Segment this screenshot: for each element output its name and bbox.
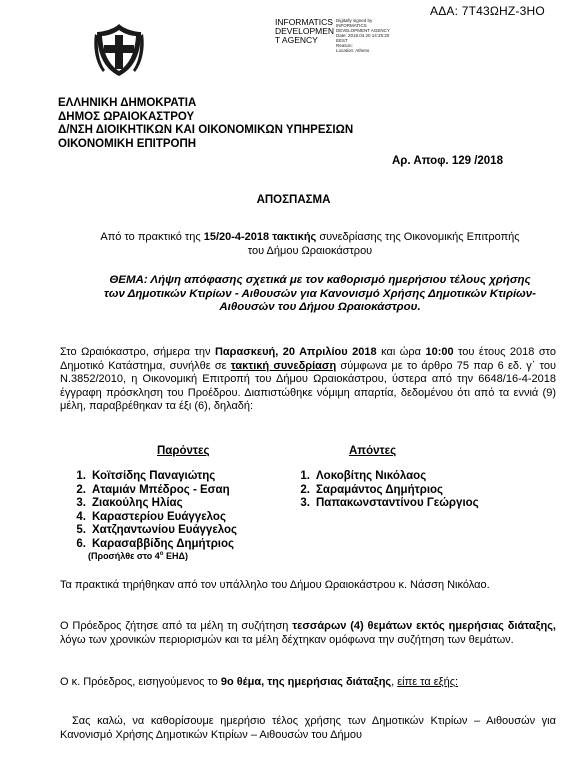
chairman-paragraph — [60, 676, 556, 690]
absent-heading: Απόντες — [349, 445, 397, 457]
agenda-paragraph — [60, 620, 556, 647]
item-number: 2. — [300, 483, 310, 496]
present-heading: Παρόντες — [157, 445, 210, 457]
member-name: Καρασαββίδης Δημήτριος — [92, 537, 235, 550]
item-number: 5. — [76, 524, 86, 536]
note-text-end: ΕΗΔ) — [163, 551, 188, 561]
meeting-day: Παρασκευή, 20 Απριλίου 2018 — [214, 346, 377, 358]
minutes-keeper-paragraph: Τα πρακτικά τηρήθηκαν από τον υπάλληλο του Δήμου Ωραιοκάστρου κ. Νάσση Νικόλαο. — [60, 579, 490, 591]
present-members-list — [66, 470, 237, 551]
item-number: 3. — [76, 497, 86, 509]
regular-session: τακτική συνεδρίαση — [230, 359, 337, 372]
list-item — [290, 470, 479, 484]
meeting-paragraph — [60, 346, 556, 414]
note-superscript: ο — [159, 551, 164, 557]
item-number: 1. — [300, 470, 310, 482]
arrival-note — [88, 551, 188, 561]
header-country: ΕΛΛΗΝΙΚΗ ΔΗΜΟΚΡΑΤΙΑ — [58, 97, 197, 109]
text-run: Στο Ωραιόκαστρο, σήμερα την — [60, 346, 215, 358]
meeting-type: τακτικής — [272, 231, 317, 243]
item-number: 3. — [300, 497, 310, 509]
meeting-date: 15/20-4-2018 — [203, 231, 270, 243]
meeting-time: 10:00 — [425, 346, 454, 358]
extra-agenda-items: τεσσάρων (4) θεμάτων εκτός ημερήσιας διάταξης, — [292, 620, 556, 632]
text-run: και ώρα — [376, 346, 426, 358]
member-name: Παπακωνσταντίνου Γεώργιος — [316, 497, 479, 509]
item-number: 6. — [76, 537, 86, 550]
signature-details — [336, 18, 406, 53]
header-municipality: ΔΗΜΟΣ ΩΡΑΙΟΚΑΣΤΡΟΥ — [58, 110, 195, 123]
text-run: λόγω των χρονικών περιορισμών και τα μέλη δέχτηκαν ομόφωνα την συζήτηση των θεμάτων. — [60, 633, 514, 646]
subject: ΘΕΜΑ: Λήψη απόφασης σχετικά με τον καθορισμό ημερήσιου τέλους χρήσης των Δημοτικών Κτιρίων - Αιθουσών για Κανονισμό Χρήσης Δημοτικών Κτιρίων- Αιθουσών του Δήμου Ωραιοκάστρου. — [104, 274, 536, 313]
text-run: Ο κ. Πρόεδρος, εισηγούμενος το — [60, 676, 221, 688]
member-name: Ζιακούλης Ηλίας — [92, 497, 183, 509]
note-text: (Προσήλθε στο 4 — [88, 551, 160, 561]
intro-text-end: συνεδρίασης της Οικονομικής Επιτροπής — [316, 231, 520, 243]
header-directorate: Δ/ΝΣΗ ΔΙΟΙΚΗΤΙΚΩΝ ΚΑΙ ΟΙΚΟΝΟΜΙΚΩΝ ΥΠΗΡΕΣΙΩΝ — [58, 124, 354, 136]
member-name: Καραστερίου Ευάγγελος — [92, 510, 226, 523]
list-item — [290, 484, 479, 498]
item-number: 2. — [76, 483, 86, 496]
said-the-following: είπε τα εξής: — [397, 676, 459, 688]
signature-line: Date: 2018.04.20 14:25:20 — [336, 33, 390, 38]
intro-line2: του Δήμου Ωραιοκάστρου — [247, 244, 373, 257]
signature-line: EEST — [336, 38, 348, 43]
agenda-item: 9ο θέμα, της ημερήσιας διάταξης — [220, 676, 392, 688]
member-name: Λοκοβίτης Νικόλαος — [316, 470, 427, 482]
signature-line: Location: Athens — [336, 48, 370, 53]
absent-members-list — [290, 470, 479, 511]
signature-line: INFORMATICS — [336, 23, 367, 28]
member-name: Σαραμάντος Δημήτριος — [316, 483, 444, 496]
list-item — [66, 538, 237, 552]
intro-text: Από το πρακτικό της — [100, 231, 204, 243]
header-committee: ΟΙΚΟΝΟΜΙΚΗ ΕΠΙΤΡΟΠΗ — [58, 137, 197, 150]
decision-number: Αρ. Αποφ. 129 /2018 — [392, 155, 503, 167]
document-title: ΑΠΟΣΠΑΣΜΑ — [256, 194, 331, 206]
list-item — [66, 524, 237, 538]
member-name: Κοϊτσίδης Παναγιώτης — [92, 470, 216, 482]
text-run: σύμφωνα με το άρθρο 75 παρ 6 εδ. γ΄ του Ν.3852/2010, η Οικονομική Επιτροπή του Δήμου Ωραιοκάστρου, ύστερα από την 6648/16-4-2018 έγγραφη πρόσκληση του Προέδρου. Διαπιστώθηκε νόμιμη απαρτία, δεδομένου ότι από τα εννιά (9) μέλη, παραβρέθηκαν τα έξι (6), δηλαδή: — [60, 359, 557, 412]
text-run: Ο Πρόεδρος ζήτησε από τα μέλη τη συζήτηση — [60, 620, 293, 632]
proposal-paragraph: Σας καλώ, να καθορίσουμε ημερήσιο τέλος χρήσης των Δημοτικών Κτιρίων – Αιθουσών για Κανονισμό Χρήσης Δημοτικών Κτιρίων – Αιθουσών του Δήμου — [60, 715, 556, 741]
signature-agency: INFORMATICS DEVELOPMEN T AGENCY — [275, 17, 335, 45]
greek-coat-of-arms-icon — [93, 22, 145, 78]
list-item — [66, 497, 237, 511]
text-run: του έτους 2018 στο Δημοτικό Κατάστημα, συνήλθε σε — [60, 346, 556, 372]
item-number: 1. — [76, 470, 86, 482]
member-name: Αταμιάν Μπέδρος - Εσαη — [92, 483, 230, 496]
text-run: , — [391, 676, 398, 688]
ada-code: ΑΔΑ: 7Τ43ΩΗΖ-3ΗΟ — [430, 4, 545, 18]
issuer-header — [58, 97, 353, 151]
list-item — [66, 511, 237, 525]
intro-paragraph — [60, 231, 560, 258]
list-item — [66, 484, 237, 498]
item-number: 4. — [76, 510, 86, 523]
member-name: Χατζηαντωνίου Ευάγγελος — [92, 524, 238, 536]
signature-line: Reason: — [336, 43, 353, 48]
list-item — [290, 497, 479, 511]
list-item — [66, 470, 237, 484]
signature-line: DEVELOPMENT AGENCY — [336, 28, 390, 33]
signature-line: Digitally signed by — [336, 18, 373, 23]
